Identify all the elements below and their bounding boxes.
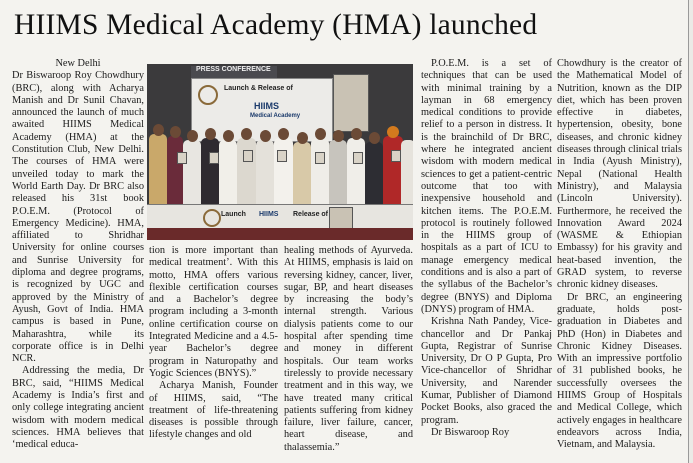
banner-brand: Medical Academy xyxy=(250,113,301,119)
article-column-3 xyxy=(284,245,413,463)
dateline: New Delhi xyxy=(55,58,101,69)
paragraph: Dr Biswaroop Roy xyxy=(431,426,510,438)
banner-brand-top: HIIMS xyxy=(254,101,280,111)
hiims-logo-icon xyxy=(198,85,218,105)
floor xyxy=(147,228,413,240)
banner-line1: Launch & Release of xyxy=(224,85,293,92)
paragraph: Dr Biswaroop Roy Chowdhury (BRC), along with Acharya Manish and Dr Sunil Chavan, announced the launch of much awaited HIIMS Medical Academy (HMA) at the Constitution Club, New Delhi. The courses of HMA were unveiled today to mark the World Earth Day. Dr BRC also released his 31st book P.O.E.M. (Protocol of Emergency Medicine). HMA, affiliated to Shridhar University for online courses and Sunrise University for diploma and degree programs, is recognized by UGC and approved by the Ministry of Ayush, Govt of India. HMA campus is based in Pune, Maharashtra, while its corporate office is in Delhi NCR. xyxy=(12,70,144,365)
book-poster-icon xyxy=(329,207,353,229)
paragraph: tion is more important than medical treatment’. With this motto, HMA offers various flexible certification courses and a Bachelor’s degree program including a 3-month online certification course on Integrated Medicine and a 4.5-year Bachelor’s degree program in Naturopathy and Yogic Sciences (BNYS).” xyxy=(149,245,278,379)
paragraph: Acharya Manish, Founder of HIIMS, said, “The treatment of life-threatening diseases is possible through lifestyle changes and old xyxy=(149,380,278,441)
book-poster-icon xyxy=(333,74,369,132)
page-edge xyxy=(688,0,693,463)
paragraph: Dr BRC, an engineering graduate, holds post-graduation in Diabetes and PhD (Hon) in Diabetes and Chronic Kidney Diseases. With an impressive portfolio of 31 published books, he successfully oversees the HIIMS Group of Hospitals and Medical College, which actively engages in healthcare endeavors across India, Vietnam, and Malaysia. xyxy=(557,291,682,451)
hiims-logo-icon xyxy=(203,209,221,227)
article-column-4 xyxy=(421,58,552,463)
table-banner-left: Launch xyxy=(221,211,246,218)
table-banner xyxy=(147,204,413,229)
paragraph: Krishna Nath Pandey, Vice-chancellor and Dr Pankaj Gupta, Registrar of Sunrise University, Dr O P Gupta, Pro Vice-chancellor of Shridhar University, and Narender Kumar, Publisher of Diamond Pocket Books, also graced the program. xyxy=(421,316,552,426)
table-banner-brand: HIIMS xyxy=(259,211,279,218)
paragraph: P.O.E.M. is a set of techniques that can be used with minimal training by a layman in 68 emergency medical conditions to provide relief to a person in distress. It is the brainchild of Dr BRC, where he integrated ancient wisdom with modern medical sciences to get a patient-centric outcome that too with inexpensive household and kitchen items. The P.O.E.M. protocol is routinely followed in the HIIMS group of hospitals as a part of ICU to manage emergency medical conditions and is also a part of the syllabus of the Bachelor’s degree (BNYS) and Diploma (DNYS) program of HMA. xyxy=(421,58,552,315)
paragraph: healing methods of Ayurveda. At HIIMS, emphasis is laid on reversing kidney, cancer, liver, sugar, BP, and heart diseases by increasing the body’s internal strength. Various dialysis patients come to our hospital after spending time and money in different hospitals. Our team works tirelessly to provide necessary treatment and in this way, we have treated many critical patients suffering from kidney failure, liver failure, cancer, heart disease, and thalassemia.” xyxy=(284,245,413,453)
article-column-1 xyxy=(12,58,144,463)
press-label: PRESS CONFERENCE xyxy=(196,66,271,73)
article-column-5 xyxy=(557,58,682,463)
article-column-2 xyxy=(149,245,278,463)
paragraph: Chowdhury is the creator of the Mathematical Model of Nutrition, known as the DIP diet, which has been proven effective in diabetes, hypertension, obesity, bone diseases, and chronic kidney diseases through clinical trials in India (Ayush Ministry), Nepal (National Health Ministry), and Malaysia (Lincoln University). Furthermore, he received the Innovation Award 2024 (WASME & Ethiopian Embassy) for his gravity and heat-based invention, the GRAD system, to reverse chronic kidney diseases. xyxy=(557,58,682,291)
paragraph: Addressing the media, Dr BRC, said, “HIIMS Medical Academy is India’s first and only college integrating ancient wisdom with modern medical sciences. HMA believes that ‘medical educa- xyxy=(12,365,144,451)
headline: HIIMS Medical Academy (HMA) launched xyxy=(14,9,538,41)
table-banner-right: Release of xyxy=(293,211,329,218)
press-conference-photo xyxy=(147,64,413,240)
press-label-bar xyxy=(191,66,277,78)
